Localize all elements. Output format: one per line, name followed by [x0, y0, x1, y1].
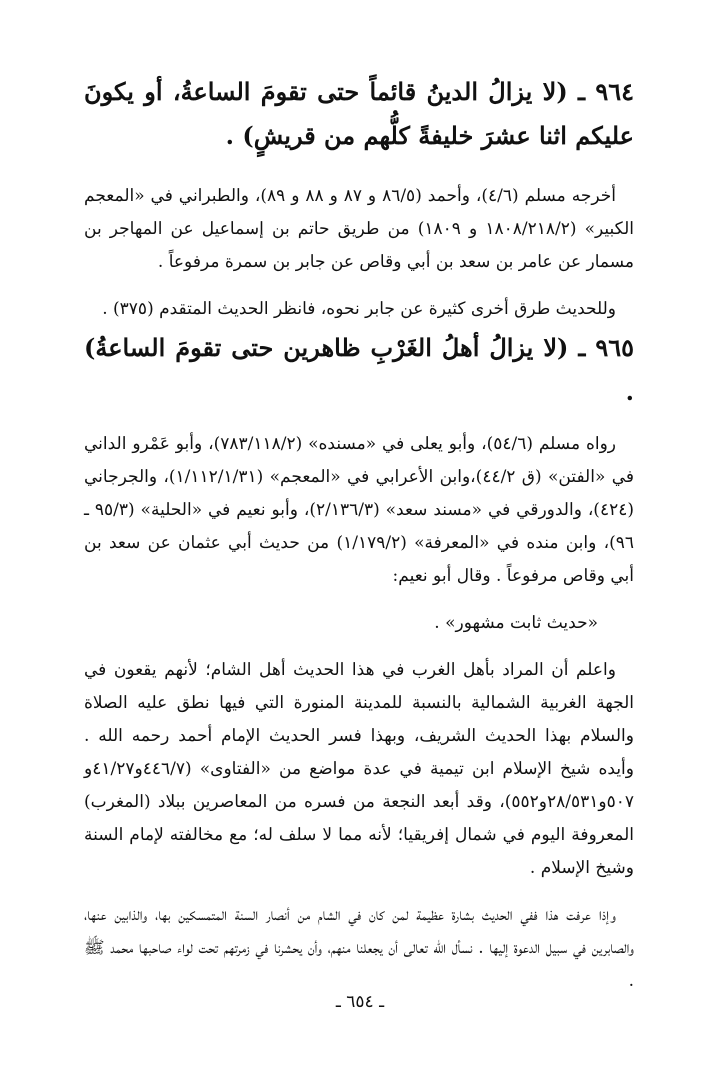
- hadith-964-takhrij: أخرجه مسلم (٤/٦)، وأحمد (٨٦/٥ و ٨٧ و ٨٨ و ٨٩)، والطبراني في «المعجم الكبير» (١٨٠٨/٢١٨/٢ و ١٨٠٩) من طريق حاتم بن إسماعيل عن المهاجر بن مسمار عن عامر بن سعد بن أبي وقاص عن جابر بن سمرة مرفوعاً .: [84, 186, 634, 272]
- hadith-965-takhrij: رواه مسلم (٥٤/٦)، وأبو يعلى في «مسنده» (٧٨٣/١١٨/٢)، وأبو عَمْرو الداني في «الفتن» (ق ٤٤/٢)،وابن الأعرابي في «المعجم» (١/١١٢/١/٣١)، والجرجاني (٤٢٤)، والدورقي في «مسند سعد» (٢/١٣٦/٣)، وأبو نعيم في «الحلية» (٩٥/٣ ـ ٩٦)، وابن منده في «المعرفة» (١/١٧٩/٢) من حديث أبي عثمان عن سعد بن أبي وقاص مرفوعاً . وقال أبو نعيم:: [84, 434, 634, 586]
- page-number: ـ ٦٥٤ ـ: [335, 992, 385, 1012]
- abu-nuaim-quote: «حديث ثابت مشهور» .: [434, 613, 598, 633]
- hadith-964-note: وللحديث طرق أخرى كثيرة عن جابر نحوه، فانظر الحديث المتقدم (٣٧٥) .: [102, 299, 616, 319]
- hadith-965-closing: وإذا عرفت هذا ففي الحديث بشارة عظيمة لمن كان في الشام من أنصار السنة المتمسكين بها، والذابين عنها، والصابرين في سبيل الدعوة إليها . نسأل الله تعالى أن يجعلنا منهم، وأن يحشرنا في زمرتهم تحت لواء صاحبها محمد ﷺ .: [84, 905, 634, 991]
- hadith-965-heading: ٩٦٥ ـ (لا يزالُ أهلُ الغَرْبِ ظاهرين حتى تقومَ الساعةُ) .: [84, 333, 634, 406]
- hadith-965-explanation: واعلم أن المراد بأهل الغرب في هذا الحديث أهل الشام؛ لأنهم يقعون في الجهة الغربية الشمالية بالنسبة للمدينة المنورة التي فيها نطق عليه الصلاة والسلام بهذا الحديث الشريف، وبهذا فسر الحديث الإمام أحمد رحمه الله . وأيده شيخ الإسلام ابن تيمية في عدة مواضع من «الفتاوى» (٤٤٦/٧و٤١/٢٧و ٥٠٧و٢٨/٥٣١و٥٥٢)، وقد أبعد النجعة من فسره من المعاصرين ببلاد (المغرب) المعروفة اليوم في شمال إفريقيا؛ لأنه مما لا سلف له؛ مع مخالفته لإمام السنة وشيخ الإسلام .: [84, 660, 634, 878]
- hadith-964-heading: ٩٦٤ ـ (لا يزالُ الدينُ قائماً حتى تقومَ الساعةُ، أو يكونَ عليكم اثنا عشرَ خليفةً كلُّهم من قريشٍ) .: [84, 77, 634, 150]
